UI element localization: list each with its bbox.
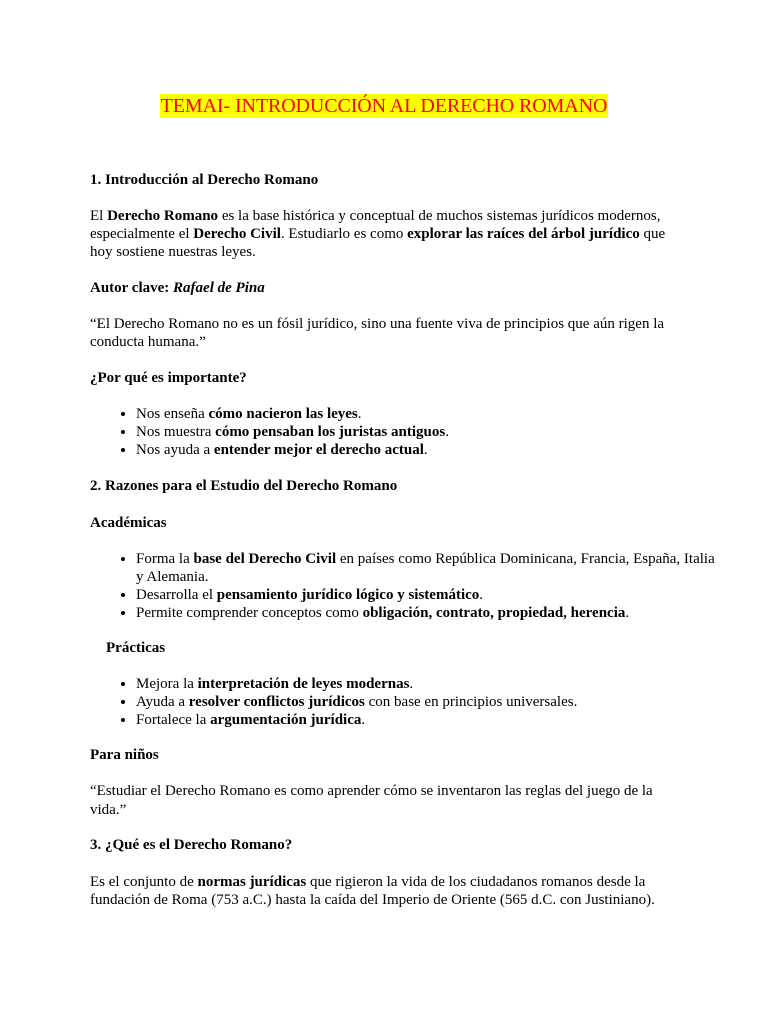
why-heading: ¿Por qué es importante? [90,370,247,386]
list-item: • Nos muestra cómo pensaban los juristas antiguos. [136,423,716,441]
author-line: Autor clave: Rafael de Pina [90,280,265,296]
author-name: Rafael de Pina [173,280,265,296]
academic-heading: Académicas [90,515,167,531]
section-2-heading: 2. Razones para el Estudio del Derecho Romano [90,478,398,494]
why-list [90,405,716,459]
definition-paragraph: Es el conjunto de normas jurídicas que rigieron la vida de los ciudadanos romanos desde la fundación de Roma (753 a.C.) hasta la caída del Imperio de Oriente (565 d.C. con Justiniano). [90,874,655,908]
list-item: • Nos ayuda a entender mejor el derecho actual. [136,441,716,459]
author-quote: “El Derecho Romano no es un fósil jurídico, sino una fuente viva de principios que aún rigen la conducta humana.” [90,316,665,350]
list-item: • Fortalece la argumentación jurídica. [136,711,716,729]
title-line [0,94,768,118]
kids-heading: Para niños [90,747,159,763]
list-item: • Forma la base del Derecho Civil en países como República Dominicana, Francia, España, Italia y Alemania. [136,550,716,586]
list-item: • Desarrolla el pensamiento jurídico lógico y sistemático. [136,586,716,604]
list-item: • Nos enseña cómo nacieron las leyes. [136,405,716,423]
list-item: • Permite comprender conceptos como obligación, contrato, propiedad, herencia. [136,604,716,622]
document-title: TEMAI- INTRODUCCIÓN AL DERECHO ROMANO [160,95,608,117]
practical-heading: Prácticas [106,640,166,656]
academic-list [90,550,716,622]
kids-quote: “Estudiar el Derecho Romano es como aprender cómo se inventaron las reglas del juego de la vida.” [90,783,653,818]
practical-list [90,675,716,729]
list-item: • Mejora la interpretación de leyes modernas. [136,675,716,693]
section-3-heading: 3. ¿Qué es el Derecho Romano? [90,837,293,853]
section-1-heading: 1. Introducción al Derecho Romano [90,172,319,188]
intro-paragraph: El Derecho Romano es la base histórica y conceptual de muchos sistemas jurídicos modernos, especialmente el Derecho Civil. Estudiarlo es como explorar las raíces del árbol jurídico que hoy sostiene nuestras leyes. [90,208,666,260]
list-item: • Ayuda a resolver conflictos jurídicos con base en principios universales. [136,693,716,711]
